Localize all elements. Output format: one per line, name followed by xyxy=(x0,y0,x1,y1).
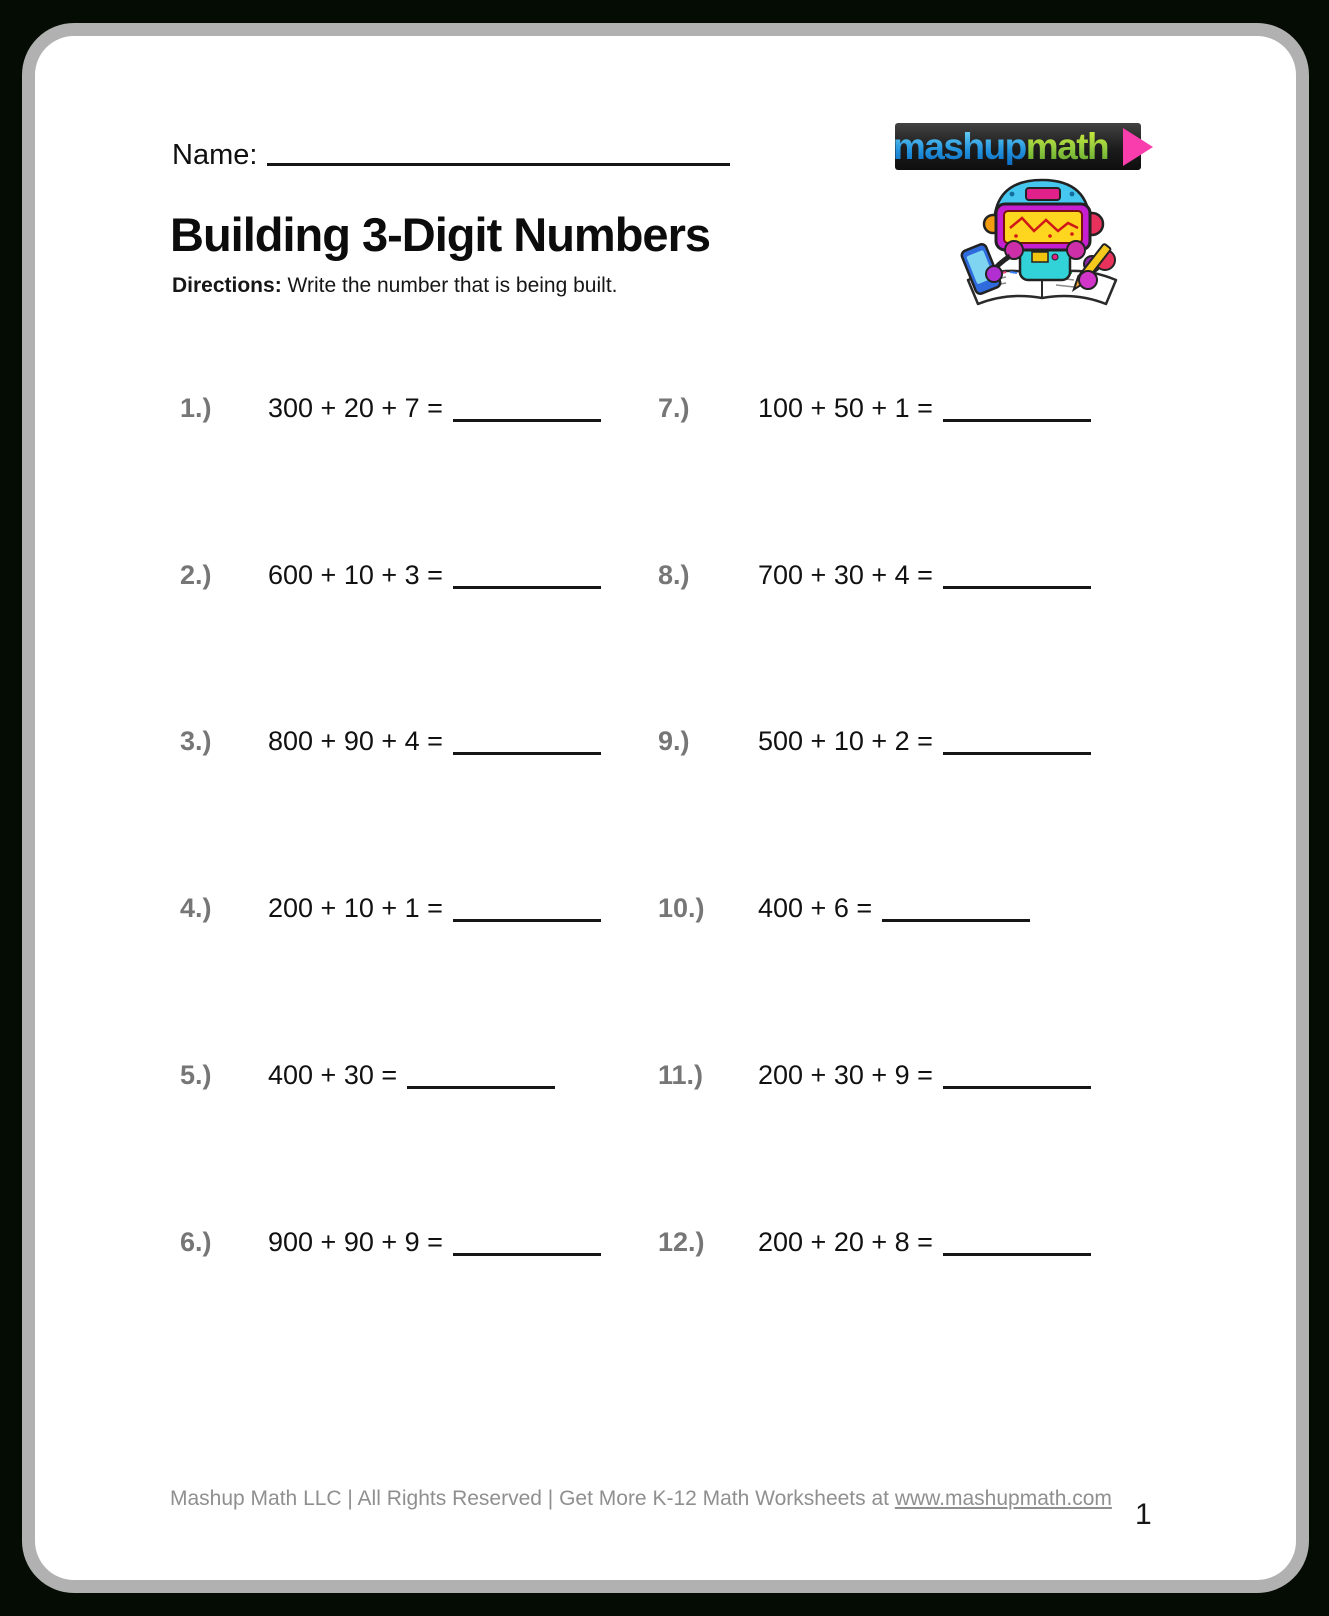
problem-number: 10.) xyxy=(658,893,705,923)
problem-number: 8.) xyxy=(658,560,690,590)
answer-blank xyxy=(453,585,601,589)
problem-number: 7.) xyxy=(658,393,690,423)
directions-label: Directions: xyxy=(172,274,282,297)
problem-expression: 400 + 6 = xyxy=(758,893,873,923)
logo-word-mashup: mashup xyxy=(892,126,1026,167)
play-triangle-icon xyxy=(1123,128,1153,166)
name-row xyxy=(172,139,730,172)
directions-text: Write the number that is being built. xyxy=(287,274,618,297)
problem-expression: 100 + 50 + 1 = xyxy=(758,393,933,423)
answer-blank xyxy=(882,918,1030,922)
answer-blank xyxy=(453,1252,601,1256)
problem-expression: 800 + 90 + 4 = xyxy=(268,726,443,756)
problem-number: 3.) xyxy=(180,726,212,756)
problem-expression: 200 + 10 + 1 = xyxy=(268,893,443,923)
footer xyxy=(170,1487,1112,1511)
problem-number: 2.) xyxy=(180,560,212,590)
problem-expression: 600 + 10 + 3 = xyxy=(268,560,443,590)
answer-blank xyxy=(453,918,601,922)
page-title: Building 3-Digit Numbers xyxy=(170,208,710,261)
problem-number: 1.) xyxy=(180,393,212,423)
page-number: 1 xyxy=(1135,1498,1152,1531)
name-blank-line xyxy=(267,162,730,166)
problem-expression: 200 + 30 + 9 = xyxy=(758,1060,933,1090)
footer-text: Mashup Math LLC | All Rights Reserved | Get More K-12 Math Worksheets at xyxy=(170,1487,895,1510)
problem-number: 9.) xyxy=(658,726,690,756)
problem-number: 4.) xyxy=(180,893,212,923)
problem-number: 11.) xyxy=(658,1060,704,1090)
answer-blank xyxy=(453,751,601,755)
problem-expression: 900 + 90 + 9 = xyxy=(268,1227,443,1257)
answer-blank xyxy=(943,1085,1091,1089)
directions xyxy=(172,274,617,298)
problem-expression: 500 + 10 + 2 = xyxy=(758,726,933,756)
problem-expression: 700 + 30 + 4 = xyxy=(758,560,933,590)
mashupmath-logo xyxy=(892,123,1141,170)
problem-number: 6.) xyxy=(180,1227,212,1257)
footer-link[interactable]: www.mashupmath.com xyxy=(894,1487,1112,1510)
answer-blank xyxy=(453,418,601,422)
worksheet-page xyxy=(22,23,1309,1593)
answer-blank xyxy=(407,1085,555,1089)
answer-blank xyxy=(943,751,1091,755)
logo-word-math: math xyxy=(1025,126,1109,167)
answer-blank xyxy=(943,418,1091,422)
answer-blank xyxy=(943,1252,1091,1256)
problem-expression: 200 + 20 + 8 = xyxy=(758,1227,933,1257)
problem-number: 12.) xyxy=(658,1227,705,1257)
problem-number: 5.) xyxy=(180,1060,212,1090)
problem-expression: 400 + 30 = xyxy=(268,1060,398,1090)
robot-illustration xyxy=(940,168,1145,316)
problem-expression: 300 + 20 + 7 = xyxy=(268,393,443,423)
name-label: Name: xyxy=(172,139,258,171)
answer-blank xyxy=(943,585,1091,589)
